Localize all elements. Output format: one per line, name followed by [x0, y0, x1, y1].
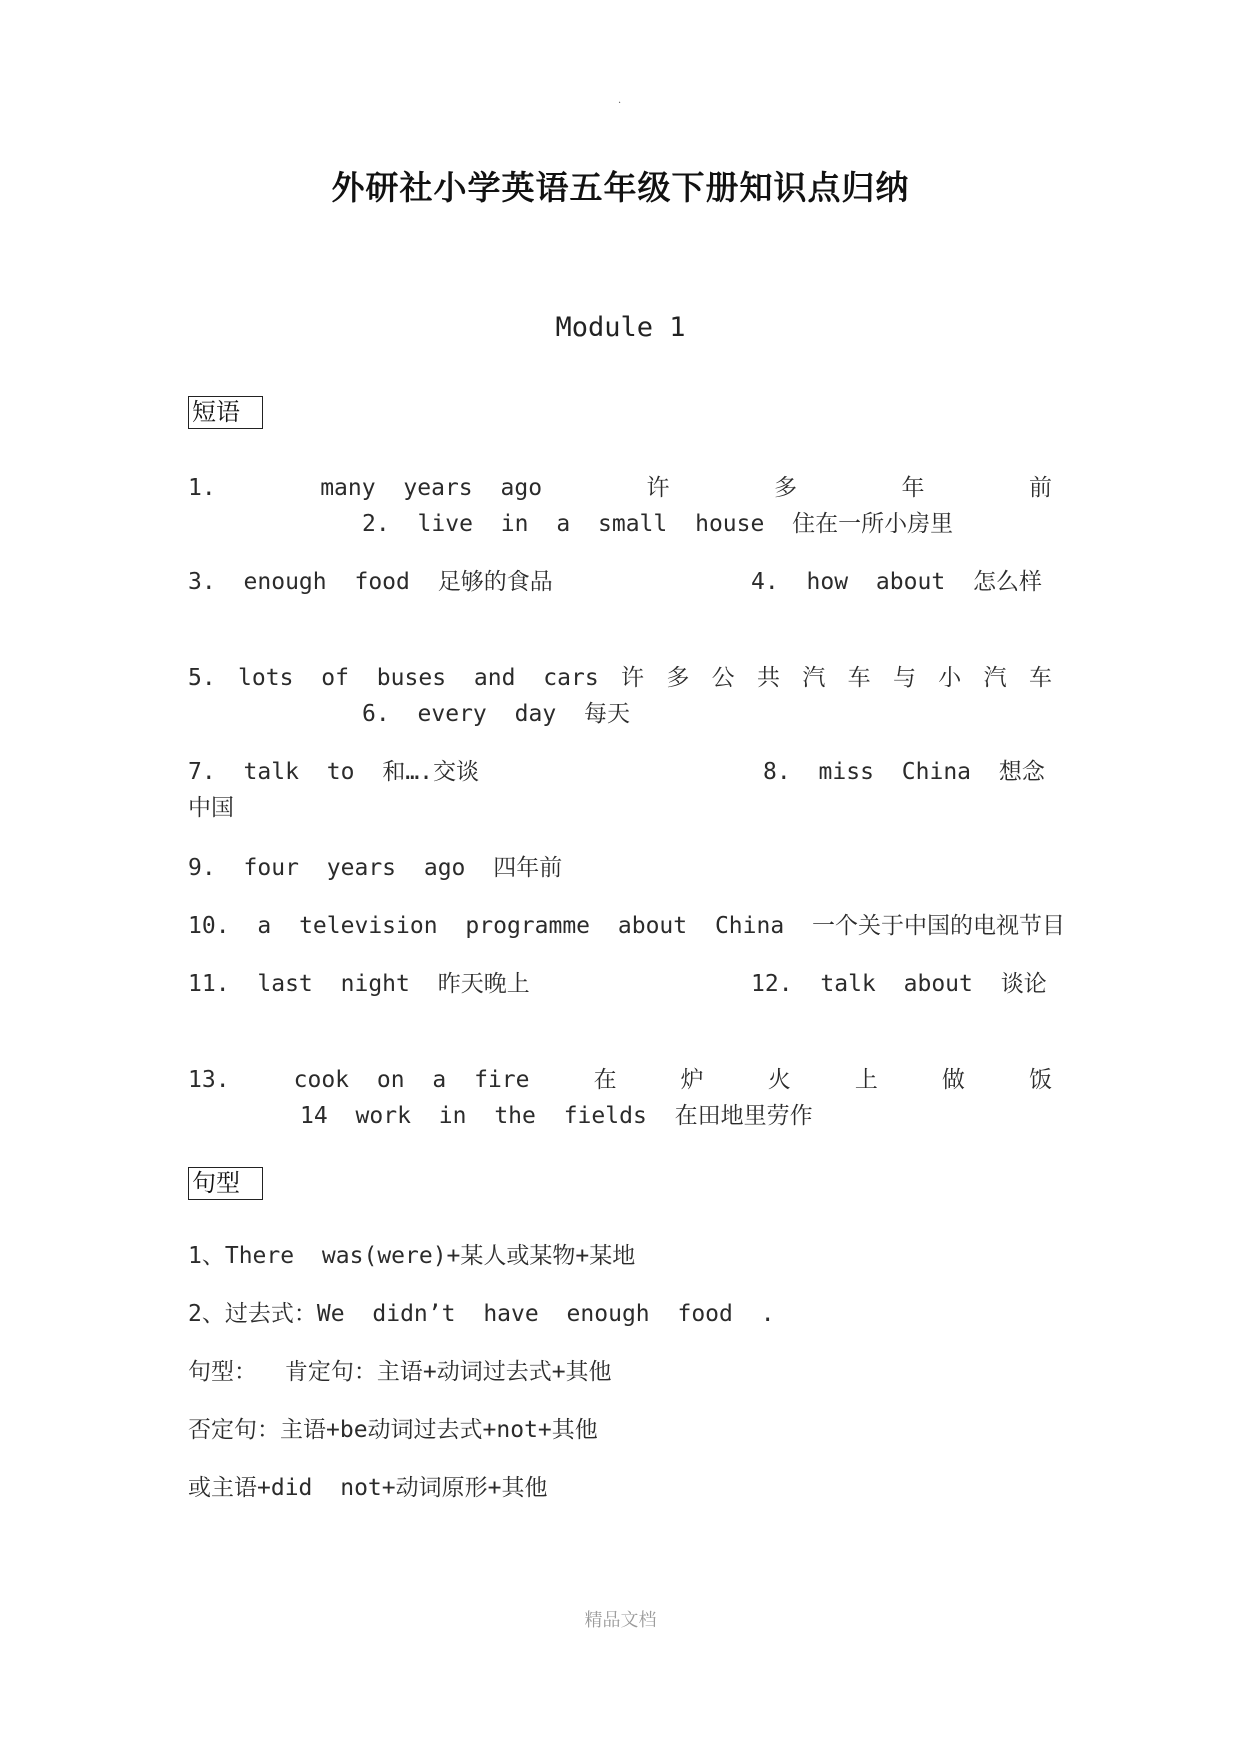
module-heading: Module 1: [555, 312, 686, 343]
sentence-5: 或主语+did not+动词原形+其他: [188, 1475, 548, 1501]
phrase-5-chinese-2: 多: [666, 665, 690, 691]
header-dot: ·: [618, 98, 622, 109]
sentence-4: 否定句：主语+be动词过去式+not+其他: [188, 1417, 598, 1443]
page-title: 外研社小学英语五年级下册知识点归纳: [331, 168, 910, 207]
phrase-10: 10. a television programme about China 一个关于中国的电视节目: [188, 913, 1066, 939]
phrase-5-chinese-10: 车: [1028, 665, 1052, 691]
phrase-13-english: cook on a fire: [293, 1067, 530, 1093]
phrase-5-chinese-8: 小: [938, 665, 962, 691]
phrase-row-13: [188, 1065, 1052, 1095]
phrase-5-english: lots of buses and cars: [238, 665, 599, 691]
phrase-8-continued: 中国: [188, 795, 234, 821]
sentence-1: 1、There was(were)+某人或某物+某地: [188, 1243, 636, 1269]
phrase-13-chinese-1: 在: [593, 1067, 617, 1093]
phrase-1-number: 1.: [188, 475, 216, 501]
phrase-9: 9. four years ago 四年前: [188, 855, 563, 881]
sentences-section-label: 句型: [188, 1167, 263, 1200]
phrase-5-chinese-5: 汽: [802, 665, 826, 691]
phrase-2: 2. live in a small house 住在一所小房里: [362, 511, 954, 537]
phrase-1-chinese-3: 年: [901, 475, 925, 501]
phrase-13-chinese-2: 炉: [680, 1067, 704, 1093]
phrases-section-label: 短语: [188, 396, 263, 429]
phrase-3: 3. enough food 足够的食品: [188, 569, 553, 595]
phrase-5-number: 5.: [188, 665, 216, 691]
phrase-13-chinese-4: 上: [854, 1067, 878, 1093]
phrase-5-chinese-7: 与: [892, 665, 916, 691]
phrase-13-chinese-5: 做: [941, 1067, 965, 1093]
phrase-5-chinese-6: 车: [847, 665, 871, 691]
phrase-5-chinese-1: 许: [621, 665, 644, 691]
phrase-1-chinese-4: 前: [1029, 475, 1052, 501]
sentence-3: 句型： 肯定句：主语+动词过去式+其他: [188, 1359, 612, 1385]
phrase-13-chinese-6: 饭: [1028, 1067, 1052, 1093]
phrase-6: 6. every day 每天: [362, 701, 631, 727]
phrase-1-english: many years ago: [320, 475, 543, 501]
phrase-14: 14 work in the fields 在田地里劳作: [300, 1103, 813, 1129]
phrase-13-chinese-3: 火: [767, 1067, 791, 1093]
phrase-row-1: [188, 473, 1052, 503]
phrase-7: 7. talk to 和….交谈: [188, 759, 480, 785]
phrase-11: 11. last night 昨天晚上: [188, 971, 530, 997]
page-footer: 精品文档: [584, 1610, 657, 1631]
sentence-2: 2、过去式：We didn’t have enough food .: [188, 1301, 775, 1327]
phrase-13-number: 13.: [188, 1067, 230, 1093]
phrase-1-chinese-2: 多: [774, 475, 798, 501]
phrase-4: 4. how about 怎么样: [751, 569, 1043, 595]
phrase-5-chinese-9: 汽: [983, 665, 1007, 691]
phrase-row-5: [188, 663, 1052, 693]
phrase-12: 12. talk about 谈论: [751, 971, 1047, 997]
phrase-5-chinese-4: 共: [756, 665, 780, 691]
phrase-5-chinese-3: 公: [711, 665, 735, 691]
phrase-8: 8. miss China 想念: [763, 759, 1045, 785]
phrase-1-chinese-1: 许: [646, 475, 670, 501]
